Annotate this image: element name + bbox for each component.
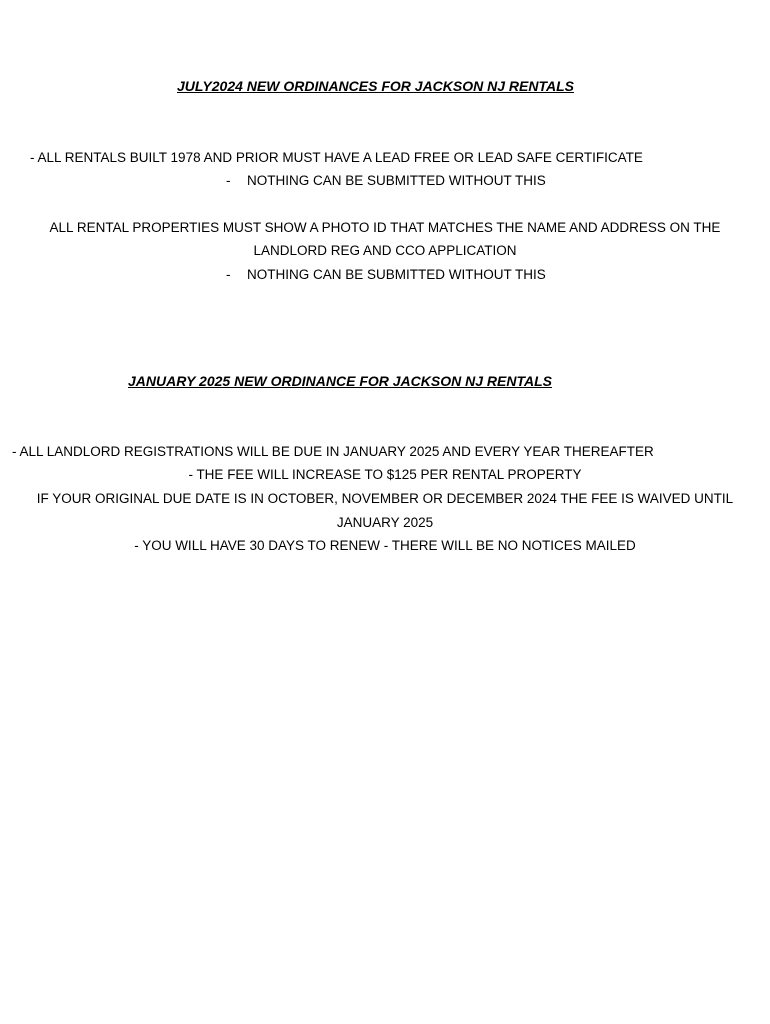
section1-item-lead-certificate: - ALL RENTALS BUILT 1978 AND PRIOR MUST HAVE A LEAD FREE OR LEAD SAFE CERTIFICATE xyxy=(30,150,643,165)
subitem-text: NOTHING CAN BE SUBMITTED WITHOUT THIS xyxy=(247,267,546,282)
subitem-text: NOTHING CAN BE SUBMITTED WITHOUT THIS xyxy=(247,173,546,188)
section2-item-registration-due: - ALL LANDLORD REGISTRATIONS WILL BE DUE IN JANUARY 2025 AND EVERY YEAR THEREAFTER xyxy=(12,444,654,459)
section1-item2-subitem xyxy=(226,267,546,283)
section1-heading: JULY2024 NEW ORDINANCES FOR JACKSON NJ RENTALS xyxy=(177,78,574,94)
section1-item-photo-id-line1: ALL RENTAL PROPERTIES MUST SHOW A PHOTO ID THAT MATCHES THE NAME AND ADDRESS ON THE xyxy=(49,220,721,235)
section2-item-renewal-notice: - YOU WILL HAVE 30 DAYS TO RENEW - THERE WILL BE NO NOTICES MAILED xyxy=(134,538,636,553)
section2-heading: JANUARY 2025 NEW ORDINANCE FOR JACKSON NJ RENTALS xyxy=(128,373,552,389)
section2-item-fee-waived-line2: JANUARY 2025 xyxy=(336,515,434,530)
section1-item1-subitem xyxy=(226,173,546,189)
dash-bullet: - xyxy=(226,267,231,282)
section2-item-fee-increase: - THE FEE WILL INCREASE TO $125 PER RENTAL PROPERTY xyxy=(188,467,582,482)
section1-item-photo-id-line2: LANDLORD REG AND CCO APPLICATION xyxy=(253,243,517,258)
dash-bullet: - xyxy=(226,173,231,188)
section2-item-fee-waived-line1: IF YOUR ORIGINAL DUE DATE IS IN OCTOBER, NOVEMBER OR DECEMBER 2024 THE FEE IS WAIVED UNTIL xyxy=(36,491,734,506)
